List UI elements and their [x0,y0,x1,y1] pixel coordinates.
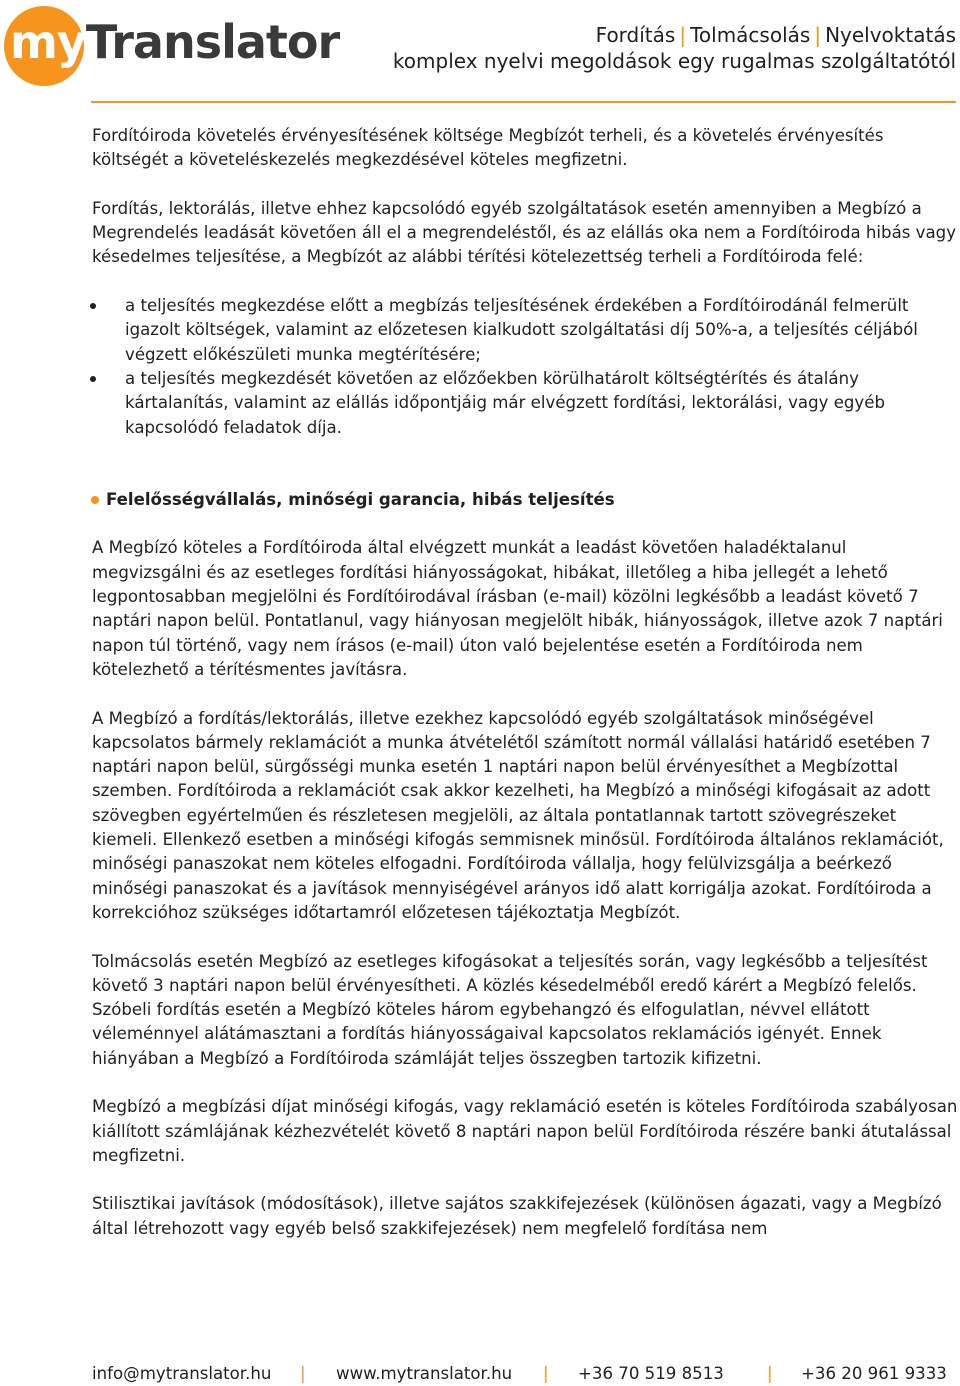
tagline [393,22,956,74]
page-header [0,0,960,105]
paragraph-withdrawal: Fordítás, lektorálás, illetve ehhez kapcsolódó egyéb szolgáltatások esetén amennyiben a Megbízó a Megrendelés leadását követően áll el a megrendeléstől, és az elállás oka nem a Fordítóiroda hibás vagy késedelmes teljesítése, a Megbízót az alábbi térítési kötelezettség terheli a Fordítóiroda felé: [92,198,957,267]
section-heading-text: Felelősségvállalás, minőségi garancia, hibás teljesítés [106,489,615,509]
footer-email[interactable]: info@mytranslator.hu [92,1364,272,1383]
paragraph-payment: Megbízó a megbízási díjat minőségi kifogás, vagy reklamáció esetén is köteles Fordítóiroda szabályosan kiállított számlájának kézhezvételét követő 8 naptári napon belül Fordítóiroda részére banki átutalással megfizetni. [92,1097,958,1165]
footer-separator: | [543,1364,549,1383]
document-body [92,124,958,1265]
service-language-teaching: Nyelvoktatás [825,23,956,47]
service-separator: | [814,23,822,47]
logo [10,14,339,70]
service-separator: | [679,23,687,47]
paragraph-interpreting: Tolmácsolás esetén Megbízó az esetleges kifogásokat a teljesítés során, vagy legkésőbb a teljesítést követő 3 naptári napon belül érvényesítheti. A közlés késedelméből eredő kárért a Megbízó felelős. Szóbeli fordítás esetén a Megbízó köteles három egybehangzó és elfogulatlan, névvel ellátott véleménnyel alátámasztani a fordítás hiányosságaival kapcsolatos reklamációs igényét. Ennek hiányában a Megbízó a Fordítóiroda számláját teljes összegben tartozik kifizetni. [92,951,928,1068]
list-item: a teljesítés megkezdése előtt a megbízás teljesítésének érdekében a Fordítóirodánál felmerült igazolt költségek, valamint az előzetesen kialkudott szolgáltatási díj 50%-a, a teljesítés céljából végzett előkészületi munka megtérítésére; [92,294,958,367]
logo-translator: Translator [85,15,340,69]
paragraph-complaints: A Megbízó a fordítás/lektorálás, illetve ezekhez kapcsolódó egyéb szolgáltatások minőségével kapcsolatos bármely reklamációt a munka átvételétől számított normál vállalási határidő esetében 7 naptári napon belül, sürgősségi munka esetén 1 naptári napon belül érvényesíthet a Megbízottal szemben. Fordítóiroda a reklamációt csak akkor kezelheti, ha Megbízó a minőségi kifogásait az adott szövegben egyértelműen és részletesen megjelöli, az általa pontatlannak tartott szövegrészeket kiemeli. Ellenkező esetben a minőségi kifogás semmisnek minősül. Fordítóiroda általános reklamációt, minőségi panaszokat nem köteles elfogadni. Fordítóiroda vállalja, hogy felülvizsgálja a beérkező minőségi panaszokat és a javítások mennyiségével arányos idő alatt korrigálja azokat. Fordítóiroda a korrekcióhoz szükséges időtartamról előzetesen tájékoztatja Megbízót. [92,708,944,922]
bullet-dot-icon [91,496,99,504]
section-heading [92,488,958,512]
service-interpreting: Tolmácsolás [690,23,811,47]
services-line [393,22,956,48]
service-translation: Fordítás [595,23,676,47]
footer-separator: | [767,1364,773,1383]
footer-phone-2: +36 20 961 9333 [801,1364,947,1383]
page-footer [92,1362,960,1386]
footer-website[interactable]: www.mytranslator.hu [336,1364,513,1383]
header-divider [91,101,956,103]
paragraph-collection-costs: Fordítóiroda követelés érvényesítésének költsége Megbízót terheli, és a követelés érvényesítés költségét a követeléskezelés megkezdésével köteles megfizetni. [92,126,884,170]
compensation-list [92,294,958,440]
list-item: a teljesítés megkezdését követően az előzőekben körülhatárolt költségtérítés és átalány kártalanítás, valamint az elállás időpontjáig már elvégzett fordítási, lektorálási, vagy egyéb kapcsolódó feladatok díja. [92,367,958,440]
logo-my: my [10,15,86,69]
paragraph-stylistic: Stilisztikai javítások (módosítások), illetve sajátos szakkifejezések (különösen ágazati, vagy a Megbízó által létrehozott vagy egyéb belső szakkifejezések) nem megfelelő fordítása nem [92,1194,942,1238]
paragraph-inspection: A Megbízó köteles a Fordítóiroda által elvégzett munkát a leadást követően haladéktalanul megvizsgálni és az esetleges fordítási hiányosságokat, hibákat, illetőleg a hiba jellegét a lehető legpontosabban megjelölni és Fordítóirodával írásban (e-mail) közölni legkésőbb a leadást követő 7 naptári napon belül. Pontatlanul, vagy hiányosan megjelölt hibák, hiányosságok, illetve azok 7 naptári napon túl történő, vagy nem írásos (e-mail) úton való bejelentése esetén a Fordítóiroda nem kötelezhető a térítésmentes javításra. [92,538,943,679]
header-subtitle: komplex nyelvi megoldások egy rugalmas szolgáltatótól [392,49,956,73]
footer-separator: | [300,1364,306,1383]
footer-phone-1: +36 70 519 8513 [578,1364,724,1383]
